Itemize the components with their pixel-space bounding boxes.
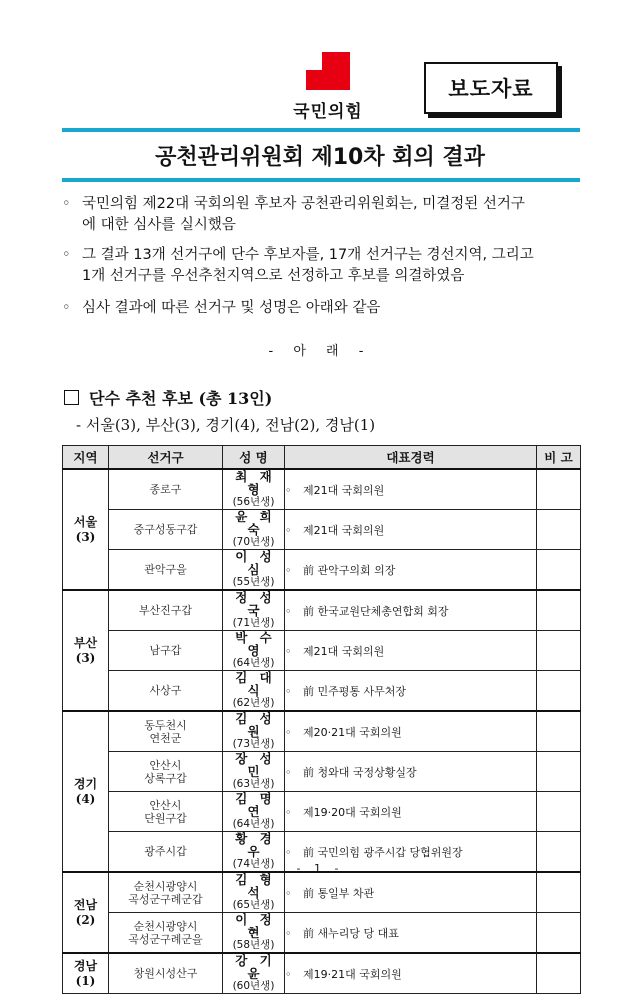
career-text: 제19·21대 국회의원	[303, 967, 402, 981]
candidate-name-cell	[223, 550, 285, 591]
career-cell	[285, 913, 537, 954]
career-text: 前 통일부 차관	[303, 886, 375, 900]
bullet-2	[62, 245, 582, 287]
career-marker: ◦	[285, 967, 292, 981]
col-header-note: 비 고	[537, 446, 581, 470]
candidate-name: 장 성 민	[235, 751, 276, 779]
career-text: 前 새누리당 당 대표	[303, 926, 399, 940]
candidate-birth-year: (65년생)	[232, 899, 275, 911]
note-cell	[537, 550, 581, 591]
note-cell	[537, 469, 581, 510]
bullet-text-cont: 에 대한 심사를 실시했음	[82, 217, 236, 233]
table-row	[63, 711, 581, 752]
candidate-name: 김 명 연	[235, 791, 276, 819]
table-row	[63, 671, 581, 712]
candidate-name: 윤 희 숙	[235, 509, 276, 537]
table-row	[63, 872, 581, 913]
bullet-marker: ◦	[62, 196, 71, 212]
table-row	[63, 550, 581, 591]
title-rule-top	[62, 128, 580, 132]
section-summary: - 서울(3), 부산(3), 경기(4), 전남(2), 경남(1)	[76, 416, 376, 434]
career-marker: ◦	[285, 644, 292, 658]
bullet-marker: ◦	[62, 300, 71, 316]
career-text: 제20·21대 국회의원	[303, 725, 402, 739]
region-cell: 전남 (2)	[63, 872, 109, 953]
career-text: 제21대 국회의원	[303, 523, 385, 537]
district-cell: 순천시광양시 곡성군구례군을	[109, 913, 223, 954]
career-cell	[285, 550, 537, 591]
candidate-name-cell	[223, 631, 285, 671]
career-marker: ◦	[285, 684, 292, 698]
bullet-text: 심사 결과에 따른 선거구 및 성명은 아래와 같음	[82, 300, 381, 316]
candidate-name-cell	[223, 913, 285, 954]
candidate-birth-year: (60년생)	[232, 980, 275, 992]
candidate-birth-year: (55년생)	[232, 576, 275, 588]
career-marker: ◦	[285, 926, 292, 940]
candidate-name-cell	[223, 953, 285, 994]
col-header-region: 지역	[63, 446, 109, 470]
career-cell	[285, 872, 537, 913]
career-text: 제21대 국회의원	[303, 483, 385, 497]
table-row	[63, 913, 581, 954]
candidate-name: 김 성 원	[235, 711, 276, 739]
page-title: 공천관리위원회 제10차 회의 결과	[155, 145, 485, 170]
region-cell: 서울 (3)	[63, 469, 109, 590]
candidate-name: 박 수 영	[235, 630, 276, 658]
career-text: 前 청와대 국정상황실장	[303, 765, 417, 779]
candidate-table	[62, 445, 581, 994]
candidate-birth-year: (71년생)	[232, 617, 275, 629]
career-cell	[285, 752, 537, 792]
career-cell	[285, 590, 537, 631]
candidate-birth-year: (73년생)	[232, 738, 275, 750]
career-text: 제19·20대 국회의원	[303, 805, 402, 819]
candidate-name-cell	[223, 872, 285, 913]
district-cell: 안산시 상록구갑	[109, 752, 223, 792]
district-cell: 중구성동구갑	[109, 510, 223, 550]
table-row	[63, 590, 581, 631]
table-row	[63, 469, 581, 510]
candidate-birth-year: (64년생)	[232, 818, 275, 830]
candidate-name-cell	[223, 711, 285, 752]
note-cell	[537, 792, 581, 832]
title-rule-bottom	[62, 178, 580, 182]
bullet-3	[62, 298, 582, 319]
candidate-birth-year: (74년생)	[232, 858, 275, 870]
candidate-name: 정 성 국	[235, 590, 276, 618]
district-cell: 창원시성산구	[109, 953, 223, 994]
district-cell: 종로구	[109, 469, 223, 510]
candidate-birth-year: (70년생)	[232, 536, 275, 548]
career-marker: ◦	[285, 805, 292, 819]
career-cell	[285, 711, 537, 752]
career-text: 前 관악구의회 의장	[303, 563, 396, 577]
note-cell	[537, 510, 581, 550]
candidate-birth-year: (62년생)	[232, 697, 275, 709]
career-cell	[285, 671, 537, 712]
career-marker: ◦	[285, 845, 292, 859]
table-row	[63, 752, 581, 792]
col-header-career: 대표경력	[285, 446, 537, 470]
candidate-name: 김 형 석	[235, 872, 276, 900]
bullet-text: 그 결과 13개 선거구에 단수 후보자를, 17개 선거구는 경선지역, 그리고	[82, 247, 534, 263]
district-cell: 부산진구갑	[109, 590, 223, 631]
party-logo	[278, 52, 378, 122]
note-cell	[537, 711, 581, 752]
region-cell: 경남 (1)	[63, 953, 109, 994]
candidate-name-cell	[223, 590, 285, 631]
candidate-name-cell	[223, 671, 285, 712]
candidate-name: 황 경 우	[235, 831, 276, 859]
career-text: 前 국민의힘 광주시갑 당협위원장	[303, 845, 463, 859]
candidate-birth-year: (58년생)	[232, 939, 275, 951]
table-row	[63, 792, 581, 832]
party-logo-text: 국민의힘	[293, 102, 363, 122]
candidate-birth-year: (63년생)	[232, 778, 275, 790]
candidate-name: 이 성 심	[235, 549, 276, 577]
below-divider-label: - 아 래 -	[268, 344, 372, 359]
candidate-name: 강 기 윤	[235, 953, 276, 981]
table-row	[63, 953, 581, 994]
region-cell: 부산 (3)	[63, 590, 109, 711]
region-cell: 경기 (4)	[63, 711, 109, 872]
district-cell: 사상구	[109, 671, 223, 712]
career-text: 제21대 국회의원	[303, 644, 385, 658]
table-row	[63, 510, 581, 550]
candidate-name-cell	[223, 469, 285, 510]
career-marker: ◦	[285, 563, 292, 577]
note-cell	[537, 953, 581, 994]
party-logo-mark-icon	[306, 52, 350, 90]
col-header-district: 선거구	[109, 446, 223, 470]
district-cell: 광주시갑	[109, 832, 223, 873]
district-cell: 관악구을	[109, 550, 223, 591]
section-heading	[64, 386, 272, 409]
candidate-birth-year: (64년생)	[232, 657, 275, 669]
candidate-name: 김 대 식	[235, 670, 276, 698]
career-text: 前 민주평통 사무처장	[303, 684, 407, 698]
district-cell: 안산시 단원구갑	[109, 792, 223, 832]
career-cell	[285, 510, 537, 550]
candidate-name-cell	[223, 510, 285, 550]
table-row	[63, 631, 581, 671]
career-cell	[285, 953, 537, 994]
candidate-name: 이 정 현	[235, 912, 276, 940]
career-cell	[285, 792, 537, 832]
note-cell	[537, 913, 581, 954]
note-cell	[537, 590, 581, 631]
bullet-marker: ◦	[62, 247, 71, 263]
career-marker: ◦	[285, 604, 292, 618]
checkbox-square-icon	[64, 390, 79, 405]
candidate-birth-year: (56년생)	[232, 496, 275, 508]
career-cell	[285, 469, 537, 510]
career-text: 前 한국교원단체총연합회 회장	[303, 604, 449, 618]
bullet-text: 국민의힘 제22대 국회의원 후보자 공천관리위원회는, 미결정된 선거구	[82, 196, 525, 212]
district-cell: 동두천시 연천군	[109, 711, 223, 752]
district-cell: 남구갑	[109, 631, 223, 671]
note-cell	[537, 752, 581, 792]
section-heading-text: 단수 추천 후보 (총 13인)	[89, 389, 273, 408]
press-release-label: 보도자료	[424, 62, 558, 114]
district-cell: 순천시광양시 곡성군구례군갑	[109, 872, 223, 913]
career-marker: ◦	[285, 483, 292, 497]
note-cell	[537, 872, 581, 913]
candidate-name-cell	[223, 792, 285, 832]
career-marker: ◦	[285, 523, 292, 537]
bullet-1	[62, 194, 582, 236]
career-marker: ◦	[285, 886, 292, 900]
candidate-name-cell	[223, 752, 285, 792]
career-cell	[285, 631, 537, 671]
col-header-name: 성 명	[223, 446, 285, 470]
page-number: - 1 -	[296, 862, 344, 875]
career-marker: ◦	[285, 765, 292, 779]
note-cell	[537, 631, 581, 671]
candidate-name: 최 재 형	[235, 469, 276, 497]
note-cell	[537, 671, 581, 712]
career-marker: ◦	[285, 725, 292, 739]
bullet-text-cont: 1개 선거구를 우선추천지역으로 선정하고 후보를 의결하였음	[82, 268, 465, 284]
